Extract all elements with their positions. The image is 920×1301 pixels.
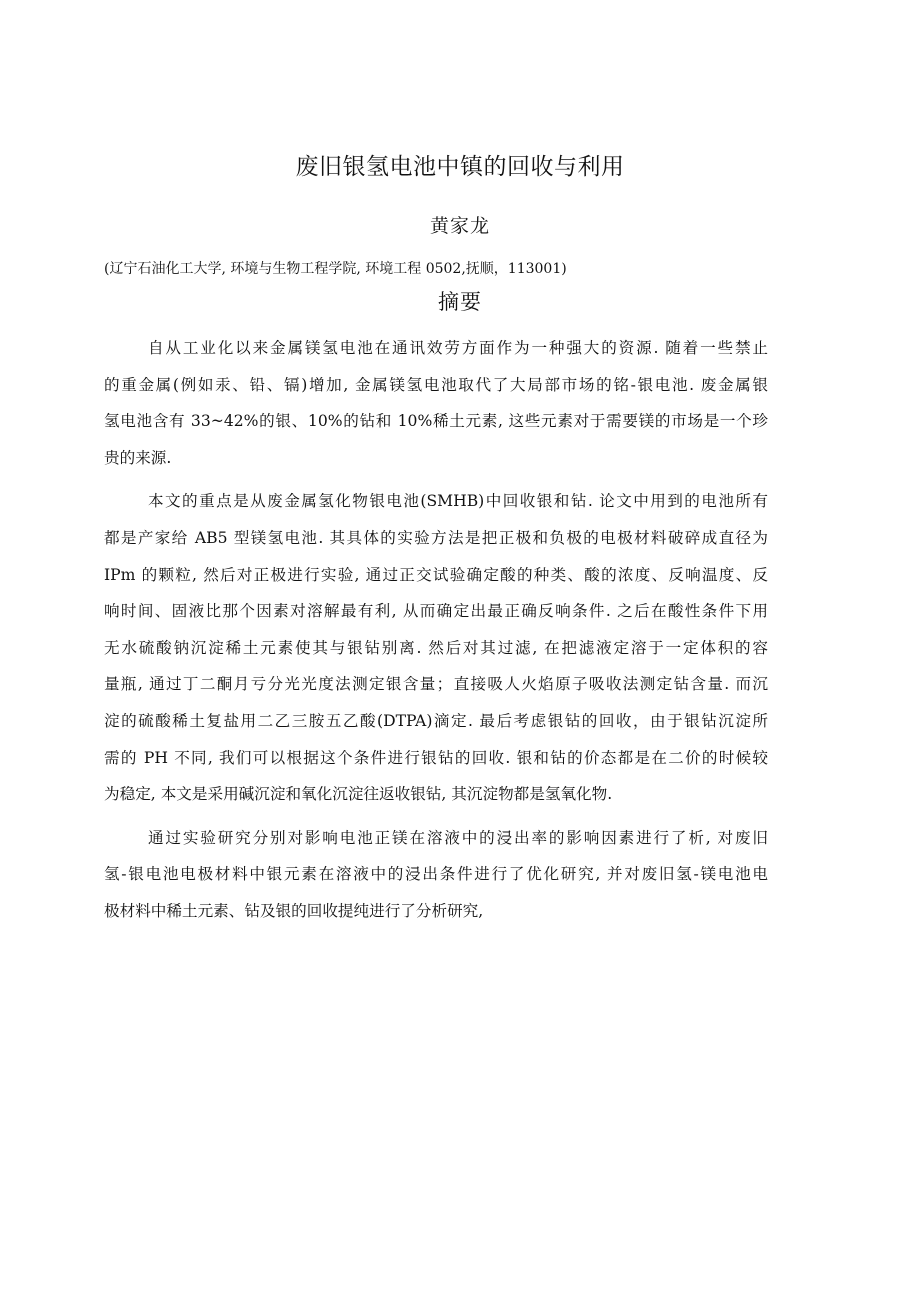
text-line: 氢-银电池电极材料中银元素在溶液中的浸出条件进行了优化研究, 并对废旧氢-镁电池电 bbox=[104, 865, 768, 884]
text-line: 都是产家给 AB5 型镁氢电池. 其具体的实验方法是把正极和负极的电极材料破碎成直径为 bbox=[104, 528, 768, 547]
text-line: 为稳定, 本文是采用碱沉淀和氧化沉淀往返收银钻, 其沉淀物都是氢氧化物. bbox=[104, 785, 613, 804]
abstract-paragraph-3 bbox=[104, 820, 768, 930]
text-line: 极材料中稀土元素、钻及银的回收提纯进行了分析研究, bbox=[104, 901, 484, 920]
abstract-heading: 摘要 bbox=[438, 290, 482, 314]
document-title: 废旧银氢电池中镇的回收与利用 bbox=[295, 154, 625, 180]
abstract-paragraph-1 bbox=[104, 330, 768, 476]
text-line: 贵的来源. bbox=[104, 448, 172, 467]
author-name: 黄家龙 bbox=[429, 215, 490, 237]
text-line: 通过实验研究分别对影响电池正镁在溶液中的浸出率的影响因素进行了析, 对废旧 bbox=[148, 828, 768, 847]
text-line: 本文的重点是从废金属氢化物银电池(SMHB)中回收银和钻. 论文中用到的电池所有 bbox=[148, 492, 768, 511]
text-line: 自从工业化以来金属镁氢电池在通讯效劳方面作为一种强大的资源. 随着一些禁止 bbox=[148, 339, 768, 357]
text-line: 需的 PH 不同, 我们可以根据这个条件进行银钻的回收. 银和钻的价态都是在二价的时候较 bbox=[104, 748, 768, 767]
text-line: 氢电池含有 33~42%的银、10%的钻和 10%稀土元素, 这些元素对于需要镁的市场是一个珍 bbox=[104, 412, 768, 431]
text-line: 量瓶, 通过丁二酮月亏分光光度法测定银含量；直接吸人火焰原子吸收法测定钻含量. 而沉 bbox=[104, 675, 768, 694]
author-affiliation: (辽宁石油化工大学, 环境与生物工程学院, 环境工程 0502,抚顺，113001) bbox=[104, 261, 567, 277]
text-line: 淀的硫酸稀土复盐用二乙三胺五乙酸(DTPA)滴定. 最后考虑银钻的回收，由于银钻沉淀所 bbox=[104, 711, 768, 730]
text-line: IPm 的颗粒, 然后对正极进行实验, 通过正交试验确定酸的种类、酸的浓度、反响温度、反 bbox=[104, 565, 768, 584]
text-line: 无水硫酸钠沉淀稀土元素使其与银钻别离. 然后对其过滤, 在把滤液定溶于一定体积的容 bbox=[104, 638, 768, 657]
abstract-paragraph-2 bbox=[104, 483, 768, 812]
text-line: 的重金属(例如汞、铅、镉)增加, 金属镁氢电池取代了大局部市场的铭-银电池. 废金属银 bbox=[104, 375, 768, 394]
abstract-body bbox=[104, 330, 768, 930]
text-line: 响时间、固液比那个因素对溶解最有利, 从而确定出最正确反响条件. 之后在酸性条件下用 bbox=[104, 602, 768, 621]
